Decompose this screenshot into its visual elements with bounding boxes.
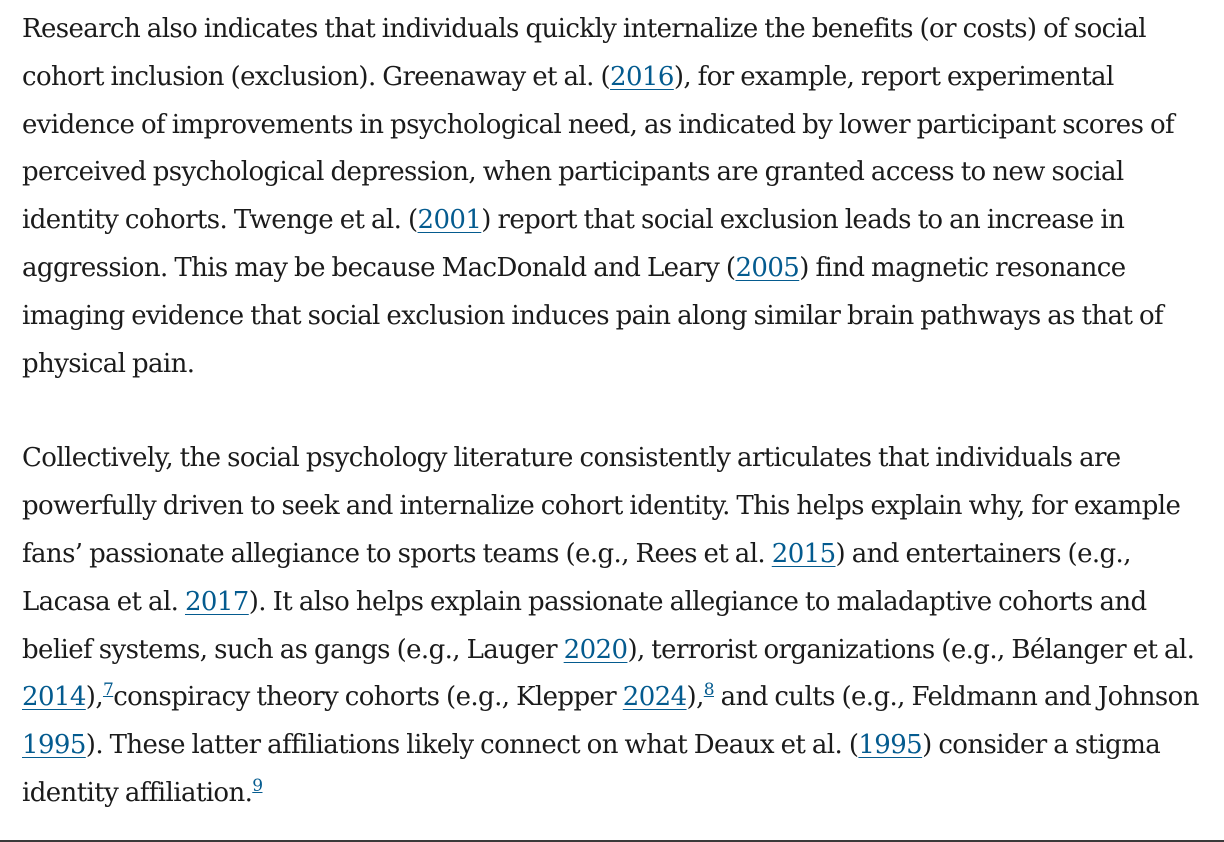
citation-link-2014[interactable]: 2014 bbox=[22, 682, 86, 713]
paragraph-text: and cults (e.g., Feldmann and Johnson bbox=[713, 682, 1199, 713]
paragraph-text: ), terrorist organizations (e.g., Bélanger et al. bbox=[627, 634, 1195, 665]
paragraph-text: ) and entertainers (e.g., Lacasa et al. bbox=[22, 538, 1131, 617]
footnote-link-8[interactable]: 8 bbox=[703, 680, 714, 701]
paragraph-1 bbox=[22, 0, 1202, 388]
paragraph-text: ) consider a stigma identity affiliation. bbox=[22, 730, 1161, 808]
citation-link-1995[interactable]: 1995 bbox=[22, 730, 86, 761]
paragraph-text: ). It also helps explain passionate allegiance to maladaptive cohorts and belief systems, such as gangs (e.g., Lauger bbox=[22, 586, 1147, 665]
paragraph-text: conspiracy theory cohorts (e.g., Klepper bbox=[113, 682, 623, 713]
citation-link-2001[interactable]: 2001 bbox=[417, 205, 482, 236]
citation-link-1995[interactable]: 1995 bbox=[858, 730, 923, 761]
paragraph-text: ) find magnetic resonance imaging evidence that social exclusion induces pain along similar brain pathways as that of physical pain. bbox=[22, 252, 1164, 379]
paragraph-text: ), bbox=[686, 682, 704, 713]
paragraph-text: ) report that social exclusion leads to an increase in aggression. This may be because MacDonald and Leary ( bbox=[22, 205, 1125, 283]
citation-link-2017[interactable]: 2017 bbox=[184, 586, 249, 617]
citation-link-2005[interactable]: 2005 bbox=[735, 252, 800, 283]
paragraph-text: ), for example, report experimental evidence of improvements in psychological need, as indicated by lower participant scores of perceived psychological depression, when participants are granted access to new social identity cohorts. Twenge et al. ( bbox=[22, 61, 1175, 236]
paragraph-text: ), bbox=[85, 682, 103, 713]
footnote-link-7[interactable]: 7 bbox=[103, 680, 114, 701]
citation-link-2024[interactable]: 2024 bbox=[622, 682, 687, 713]
paragraph-2 bbox=[22, 435, 1202, 817]
citation-link-2015[interactable]: 2015 bbox=[771, 538, 836, 569]
citation-link-2016[interactable]: 2016 bbox=[610, 61, 674, 92]
citation-link-2020[interactable]: 2020 bbox=[563, 634, 628, 665]
paragraph-text: Research also indicates that individuals quickly internalize the benefits (or costs) of social cohort inclusion (exclusion). Greenaway et al. ( bbox=[22, 14, 1146, 92]
article-body bbox=[22, 0, 1202, 818]
paragraph-text: Collectively, the social psychology literature consistently articulates that individuals are powerfully driven to seek and internalize cohort identity. This helps explain why, for example fans’ passionate allegiance to sports teams (e.g., Rees et al. bbox=[22, 443, 1181, 569]
paragraph-text: ). These latter affiliations likely connect on what Deaux et al. ( bbox=[85, 730, 859, 761]
footnote-link-9[interactable]: 9 bbox=[252, 775, 263, 796]
